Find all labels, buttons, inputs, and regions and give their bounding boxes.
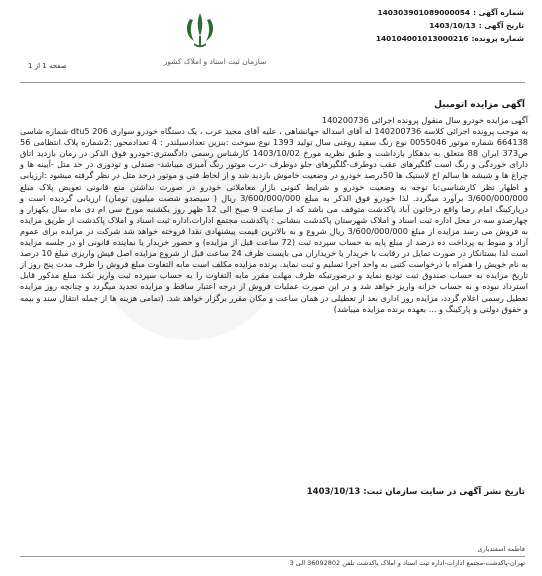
signature: فاطمه اسفندیاری <box>477 545 525 553</box>
publication-label: تاریخ نشر آگهی در سایت سازمان ثبت: <box>363 487 525 497</box>
case-number-label: شماره پرونده: <box>471 34 524 43</box>
ad-number-value: 140303901089000054 <box>377 8 471 17</box>
page-number: صفحه 1 از 1 <box>28 62 67 70</box>
office-address: تهران-پاکدشت-مجتمع ادارات-اداره ثبت اسناد و املاک پاکدشت تلفن 36092802 الی 3 <box>289 559 525 567</box>
iran-emblem-icon <box>180 10 220 54</box>
publication-date: 1403/10/13 <box>306 487 361 497</box>
ad-number-row <box>298 6 524 19</box>
document-footer <box>20 545 525 567</box>
ad-date-row <box>298 19 524 32</box>
notice-title: آگهی مزایده اتومبیل <box>434 100 525 110</box>
ad-date-value: 1403/10/13 <box>429 21 476 30</box>
notice-paragraph-intro: آگهی مزایده خودرو سال منقول پرونده اجرائی 140200736 <box>321 115 528 125</box>
ad-date-label: تاریخ آگهی : <box>478 21 524 30</box>
notice-body <box>20 115 528 315</box>
notice-paragraph-main: به موجب پرونده اجرائی کلاسه 140200736 له آقای اسداله جهانشاهی ، علیه آقای مجید عرب ، یک دستگاه خودرو سواری 206 dtu5 شماره شاسی 664138 شماره موتور 0055046 نوع رنگ سفید روغنی سال تولید 1393 نوع سوخت :بنزین تعدادسیلندر : 4 تعدادمحور :2شماره پلاک انتظامی 56 ص373 ایران 88 متعلق به بدهکار بازداشت و طبق نظریه مورخ 1403/10/02 کارشناس رسمی دادگستری:خودرو فوق الذکر در زمان بازدید اتاق دارای خوردگی و رنگ است گلگیرهای عقب دوطرف-گلگیرهای جلو دوطرف -درب موتور رنگ آمیزی میباشد- صندلی و تودوزی در حد متل -آیینه ها و چراغ ها و شیشه ها سالم اخ لاستیک ها 50درصد خودرو در وضعیت خاموش بازدید شد و از لحاظ فنی و موتور درحد متل در نظر گرفته میشود :ارزیابی و اظهار نظر کارشناسی:با توجه به وضعیت خودرو و شرایط کنونی بازار معاملاتی خودرو در صورت نداشتن منع قانونی تعویض پلاک مبلغ 3/600/000/000 برآورد میگردد. لذا خودرو فوق الذکر به مبلغ 3/600/000/000 ریال ( سیصدو شصت میلیون تومان) ارزیابی گردیده است و درپارکینگ امام رضا واقع درخاتون آباد پاکدشت متوقف می باشد که از ساعت 9 صبح الی 12 ظهر روز یکشنبه مورخ سی ام دی ماه سال یکهزار و چهارصدو سه در محل اداره ثبت اسناد و املاک شهرستان پاکدشت بنشانی : پاکدشت مجتمع ادارات،اداره ثبت اسناد و املاک پاکدشت از طریق مزایده به فروش می رسد مزایده از مبلغ 3/600/000/000 ریال شروع و به بالاترین قیمت پیشنهادی نقدا فروخته خواهد شد شرکت در مزایده برای عموم آزاد و منوط به پرداخت ده درصد از مبلغ پایه به حساب سپرده ثبت (72 ساعت قبل از مزایده) و حضور خریدار یا نماینده قانونی او در جلسه مزایده است لذا بستانکار در صورت تمایل در رقابت با خریدار یا خریداران می بایست ظرف 24 ساعت قبل از شروع مزایده اصل فیش واریزی مبلغ 10 درصد به نام خویش را همراه با درخواست کتبی به واحد اجرا تسلیم و ثبت نماید. برنده مزایده مکلف است مابه التفاوت مبلغ فروش را ظرف مدت پنج روز از تاریخ مزایده به حساب صندوق ثبت تودیع نماید و درصورتیکه ظرف مهلت مقرر مابه التفاوت را به حساب سپرده ثبت واریز نکند مبلغ مذکور قابل استرداد نبوده و به حساب خزانه واریز خواهد شد و در این صورت عملیات فروش از درجه اعتبار ساقط و مزایده تجدید میگردد و چنانچه روز مزایده تعطیل رسمی اعلام گردد، مزایده روز اداری بعد از تعطیلی در همان ساعت و مکان مقرر برگزار خواهد شد. (تمامی هزینه ها از جمله انتقال سند و بیمه و حقوق دولتی و پارکینگ و ... بعهده برنده مزایده میباشد) <box>20 126 529 314</box>
document-header <box>0 0 542 80</box>
header-divider <box>20 82 525 83</box>
publication-line <box>20 487 525 497</box>
footer-divider <box>20 556 525 557</box>
case-number-row <box>298 32 524 45</box>
notice-meta <box>298 6 524 45</box>
case-number-value: 140104001013000216 <box>375 34 469 43</box>
organization-name: سازمان ثبت اسناد و املاک کشور <box>163 57 267 66</box>
ad-number-label: شماره آگهی : <box>473 8 524 17</box>
